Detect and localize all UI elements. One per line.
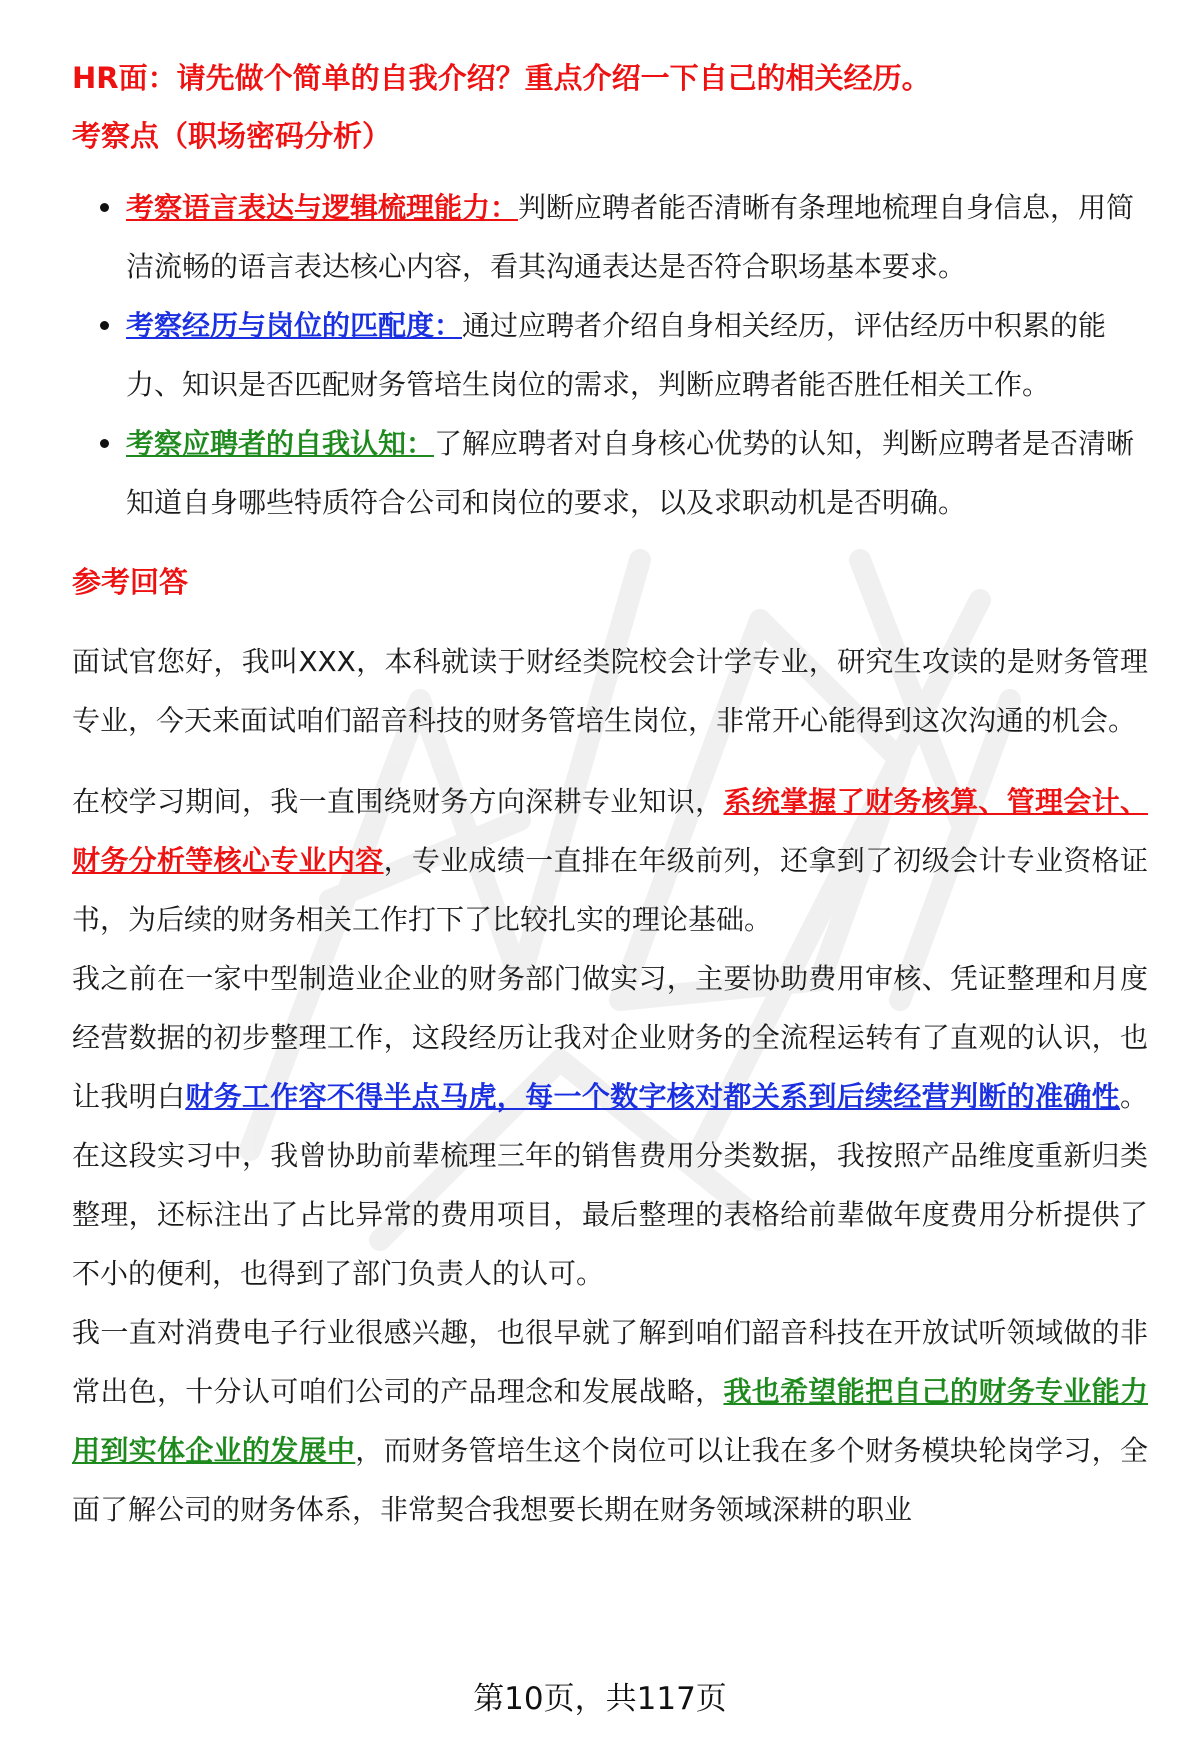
list-item	[72, 414, 1148, 532]
assessment-label-match: 考察经历与岗位的匹配度：	[126, 309, 463, 342]
answer-heading: 参考回答	[72, 565, 189, 599]
answer-internship-highlight: 财务工作容不得半点马虎，每一个数字核对都关系到后续经营判断的准确性	[185, 1080, 1120, 1113]
document-content	[72, 58, 1148, 1539]
answer-study-text-end: ，专业成绩一直排在年级前列，还拿到了初级会计专业资格证书，为后续的财务相关工作打下了比较扎实的理论基础。	[72, 844, 1148, 936]
bullet-dot-icon	[100, 321, 109, 330]
assessment-text-match: 通过应聘者介绍自身相关经历，评估经历中积累的能力、知识是否匹配财务管培生岗位的需求，判断应聘者能否胜任相关工作。	[126, 309, 1107, 401]
bullet-dot-icon	[100, 203, 109, 212]
answer-motivation-highlight: 我也希望能把自己的财务专业能力用到实体企业的发展中	[72, 1375, 1148, 1467]
assessment-heading: 考察点（职场密码分析）	[72, 119, 392, 153]
assessment-label-language: 考察语言表达与逻辑梳理能力：	[126, 191, 519, 224]
list-item	[72, 296, 1148, 414]
answer-paragraph-study	[72, 772, 1148, 949]
answer-paragraph-motivation	[72, 1303, 1148, 1539]
assessment-label-self-awareness: 考察应聘者的自我认知：	[126, 427, 435, 460]
assessment-text-self-awareness: 了解应聘者对自身核心优势的认知，判断应聘者是否清晰知道自身哪些特质符合公司和岗位的要求，以及求职动机是否明确。	[126, 427, 1135, 519]
list-item	[72, 178, 1148, 296]
answer-motivation-text: 我一直对消费电子行业很感兴趣，也很早就了解到咱们韶音科技在开放试听领域做的非常出色，十分认可咱们公司的产品理念和发展战略，	[72, 1316, 1148, 1408]
answer-internship-text: 我之前在一家中型制造业企业的财务部门做实习，主要协助费用审核、凭证整理和月度经营数据的初步整理工作，这段经历让我对企业财务的全流程运转有了直观的认识，也让我明白	[72, 962, 1148, 1113]
assessment-text-language: 判断应聘者能否清晰有条理地梳理自身信息，用简洁流畅的语言表达核心内容，看其沟通表达是否符合职场基本要求。	[126, 191, 1135, 283]
bullet-dot-icon	[100, 439, 109, 448]
answer-internship-text-end: 。在这段实习中，我曾协助前辈梳理三年的销售费用分类数据，我按照产品维度重新归类整理，还标注出了占比异常的费用项目，最后整理的表格给前辈做年度费用分析提供了不小的便利，也得到了部门负责人的认可。	[72, 1080, 1148, 1290]
answer-study-highlight: 系统掌握了财务核算、管理会计、财务分析等核心专业内容	[72, 785, 1148, 877]
question-title: HR面：请先做个简单的自我介绍？重点介绍一下自己的相关经历。	[72, 61, 931, 95]
answer-study-text: 在校学习期间，我一直围绕财务方向深耕专业知识，	[72, 785, 724, 818]
answer-paragraph-intro: 面试官您好，我叫XXX，本科就读于财经类院校会计学专业，研究生攻读的是财务管理专业，今天来面试咱们韶音科技的财务管培生岗位，非常开心能得到这次沟通的机会。	[72, 645, 1148, 737]
answer-motivation-text-end: ，而财务管培生这个岗位可以让我在多个财务模块轮岗学习，全面了解公司的财务体系，非常契合我想要长期在财务领域深耕的职业	[72, 1434, 1148, 1526]
answer-paragraph-internship	[72, 949, 1148, 1303]
assessment-list	[72, 178, 1148, 532]
page-number: 第10页，共117页	[473, 1681, 727, 1717]
